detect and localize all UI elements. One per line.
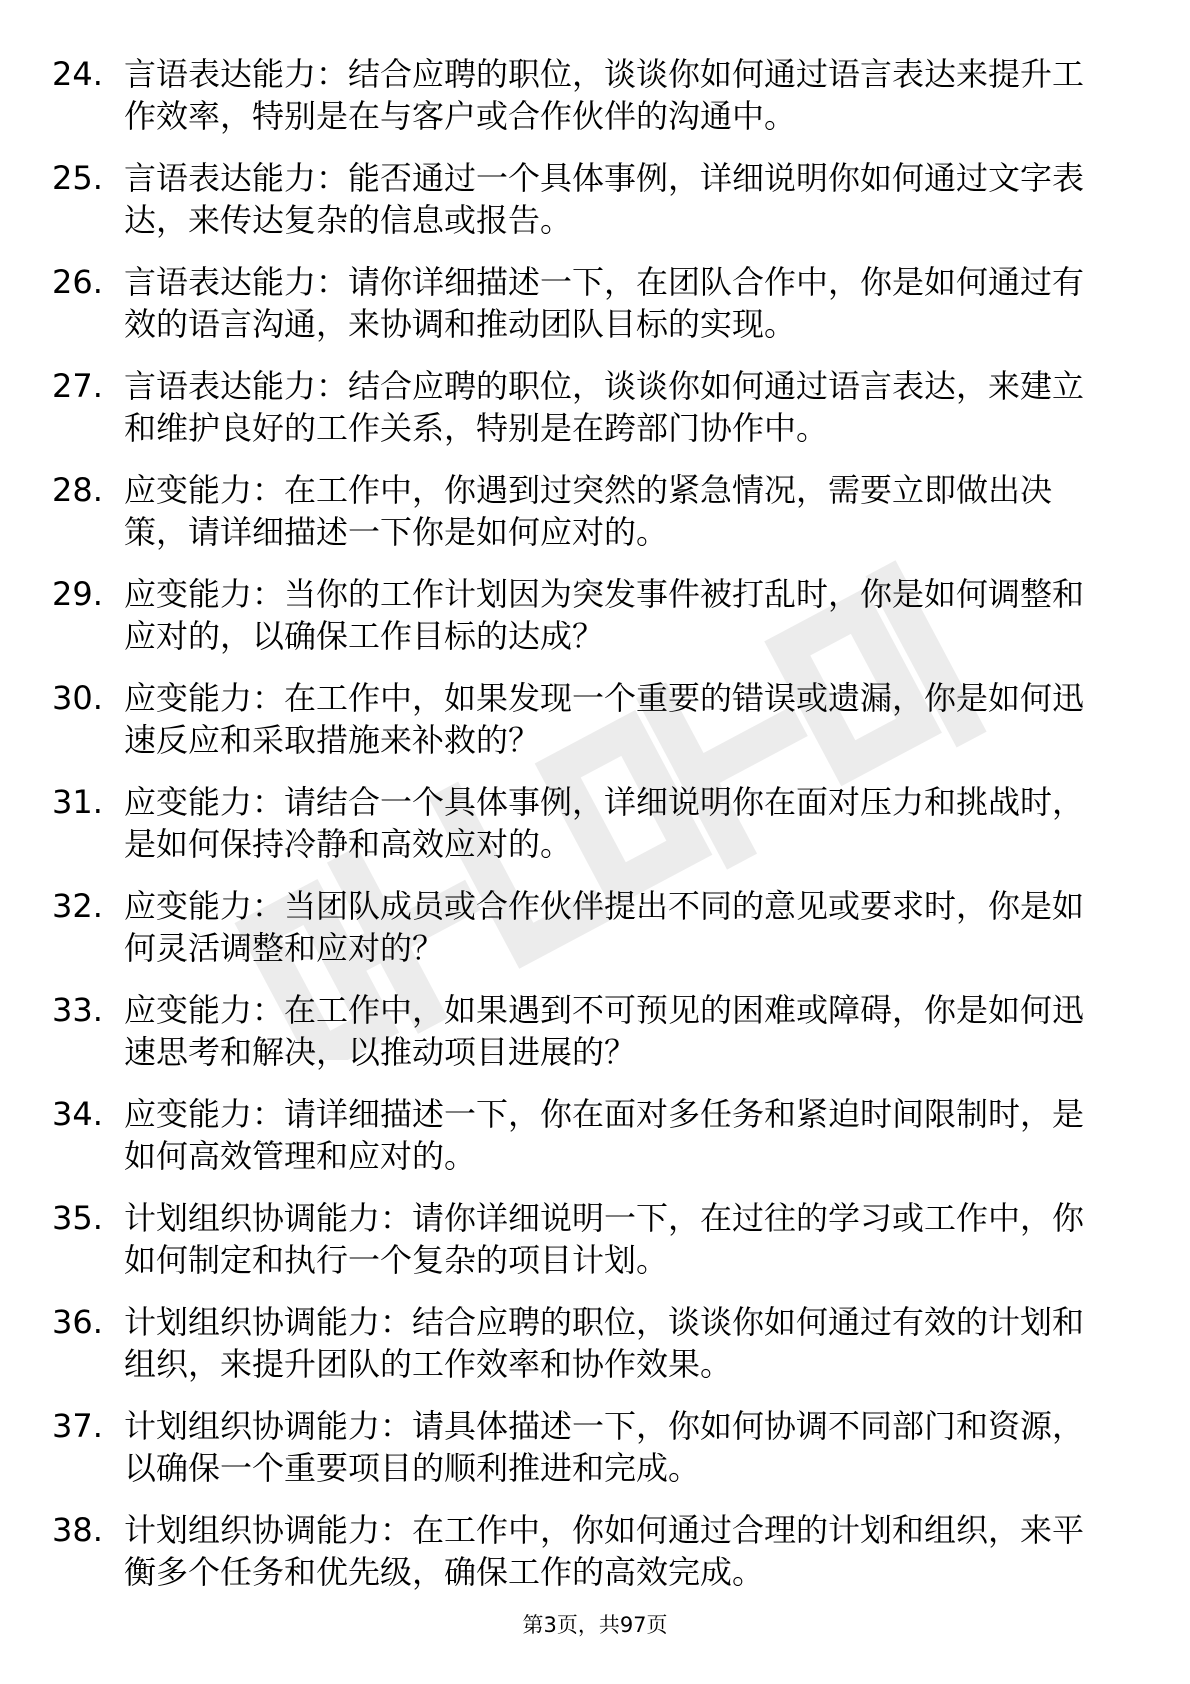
question-item [0,573,1190,677]
question-text: 言语表达能力：结合应聘的职位，谈谈你如何通过语言表达，来建立和维护良好的工作关系，特别是在跨部门协作中。 [124,367,1085,447]
question-text: 应变能力：请详细描述一下，你在面对多任务和紧迫时间限制时，是如何高效管理和应对的。 [124,1095,1085,1175]
question-number: 26. [52,263,103,301]
question-text: 计划组织协调能力：请具体描述一下，你如何协调不同部门和资源，以确保一个重要项目的顺利推进和完成。 [124,1407,1085,1487]
question-item [0,1405,1190,1509]
question-text: 应变能力：当你的工作计划因为突发事件被打乱时，你是如何调整和应对的，以确保工作目标的达成？ [124,575,1085,655]
question-item [0,1509,1190,1613]
question-number: 28. [52,471,103,509]
question-number: 27. [52,367,103,405]
question-text: 应变能力：当团队成员或合作伙伴提出不同的意见或要求时，你是如何灵活调整和应对的？ [124,887,1085,967]
question-text: 应变能力：在工作中，如果遇到不可预见的困难或障碍，你是如何迅速思考和解决，以推动项目进展的？ [124,991,1085,1071]
question-number: 36. [52,1303,103,1341]
question-number: 38. [52,1511,103,1549]
question-item [0,261,1190,365]
page-footer [0,1612,1190,1638]
question-item [0,1197,1190,1301]
question-number: 31. [52,783,103,821]
question-text: 计划组织协调能力：请你详细说明一下，在过往的学习或工作中，你如何制定和执行一个复杂的项目计划。 [124,1199,1085,1279]
question-item [0,989,1190,1093]
question-text: 应变能力：请结合一个具体事例，详细说明你在面对压力和挑战时，是如何保持冷静和高效应对的。 [124,783,1085,863]
question-item [0,53,1190,157]
question-item [0,469,1190,573]
question-number: 33. [52,991,103,1029]
question-item [0,157,1190,261]
question-text: 言语表达能力：能否通过一个具体事例，详细说明你如何通过文字表达，来传达复杂的信息或报告。 [124,159,1085,239]
question-number: 25. [52,159,103,197]
question-item [0,1093,1190,1197]
question-number: 30. [52,679,103,717]
question-text: 应变能力：在工作中，你遇到过突然的紧急情况，需要立即做出决策，请详细描述一下你是如何应对的。 [124,471,1053,551]
question-number: 37. [52,1407,103,1445]
page-number-label: 第3页，共97页 [522,1613,668,1637]
question-number: 32. [52,887,103,925]
question-text: 应变能力：在工作中，如果发现一个重要的错误或遗漏，你是如何迅速反应和采取措施来补救的？ [124,679,1085,759]
question-item [0,1301,1190,1405]
question-number: 34. [52,1095,103,1133]
question-item [0,365,1190,469]
question-number: 24. [52,55,103,93]
question-text: 计划组织协调能力：在工作中，你如何通过合理的计划和组织，来平衡多个任务和优先级，确保工作的高效完成。 [124,1511,1085,1591]
question-text: 计划组织协调能力：结合应聘的职位，谈谈你如何通过有效的计划和组织，来提升团队的工作效率和协作效果。 [124,1303,1085,1383]
question-number: 35. [52,1199,103,1237]
question-list [0,53,1190,1613]
question-text: 言语表达能力：结合应聘的职位，谈谈你如何通过语言表达来提升工作效率，特别是在与客户或合作伙伴的沟通中。 [124,55,1085,135]
question-item [0,885,1190,989]
question-text: 言语表达能力：请你详细描述一下，在团队合作中，你是如何通过有效的语言沟通，来协调和推动团队目标的实现。 [124,263,1085,343]
question-item [0,677,1190,781]
question-number: 29. [52,575,103,613]
question-item [0,781,1190,885]
